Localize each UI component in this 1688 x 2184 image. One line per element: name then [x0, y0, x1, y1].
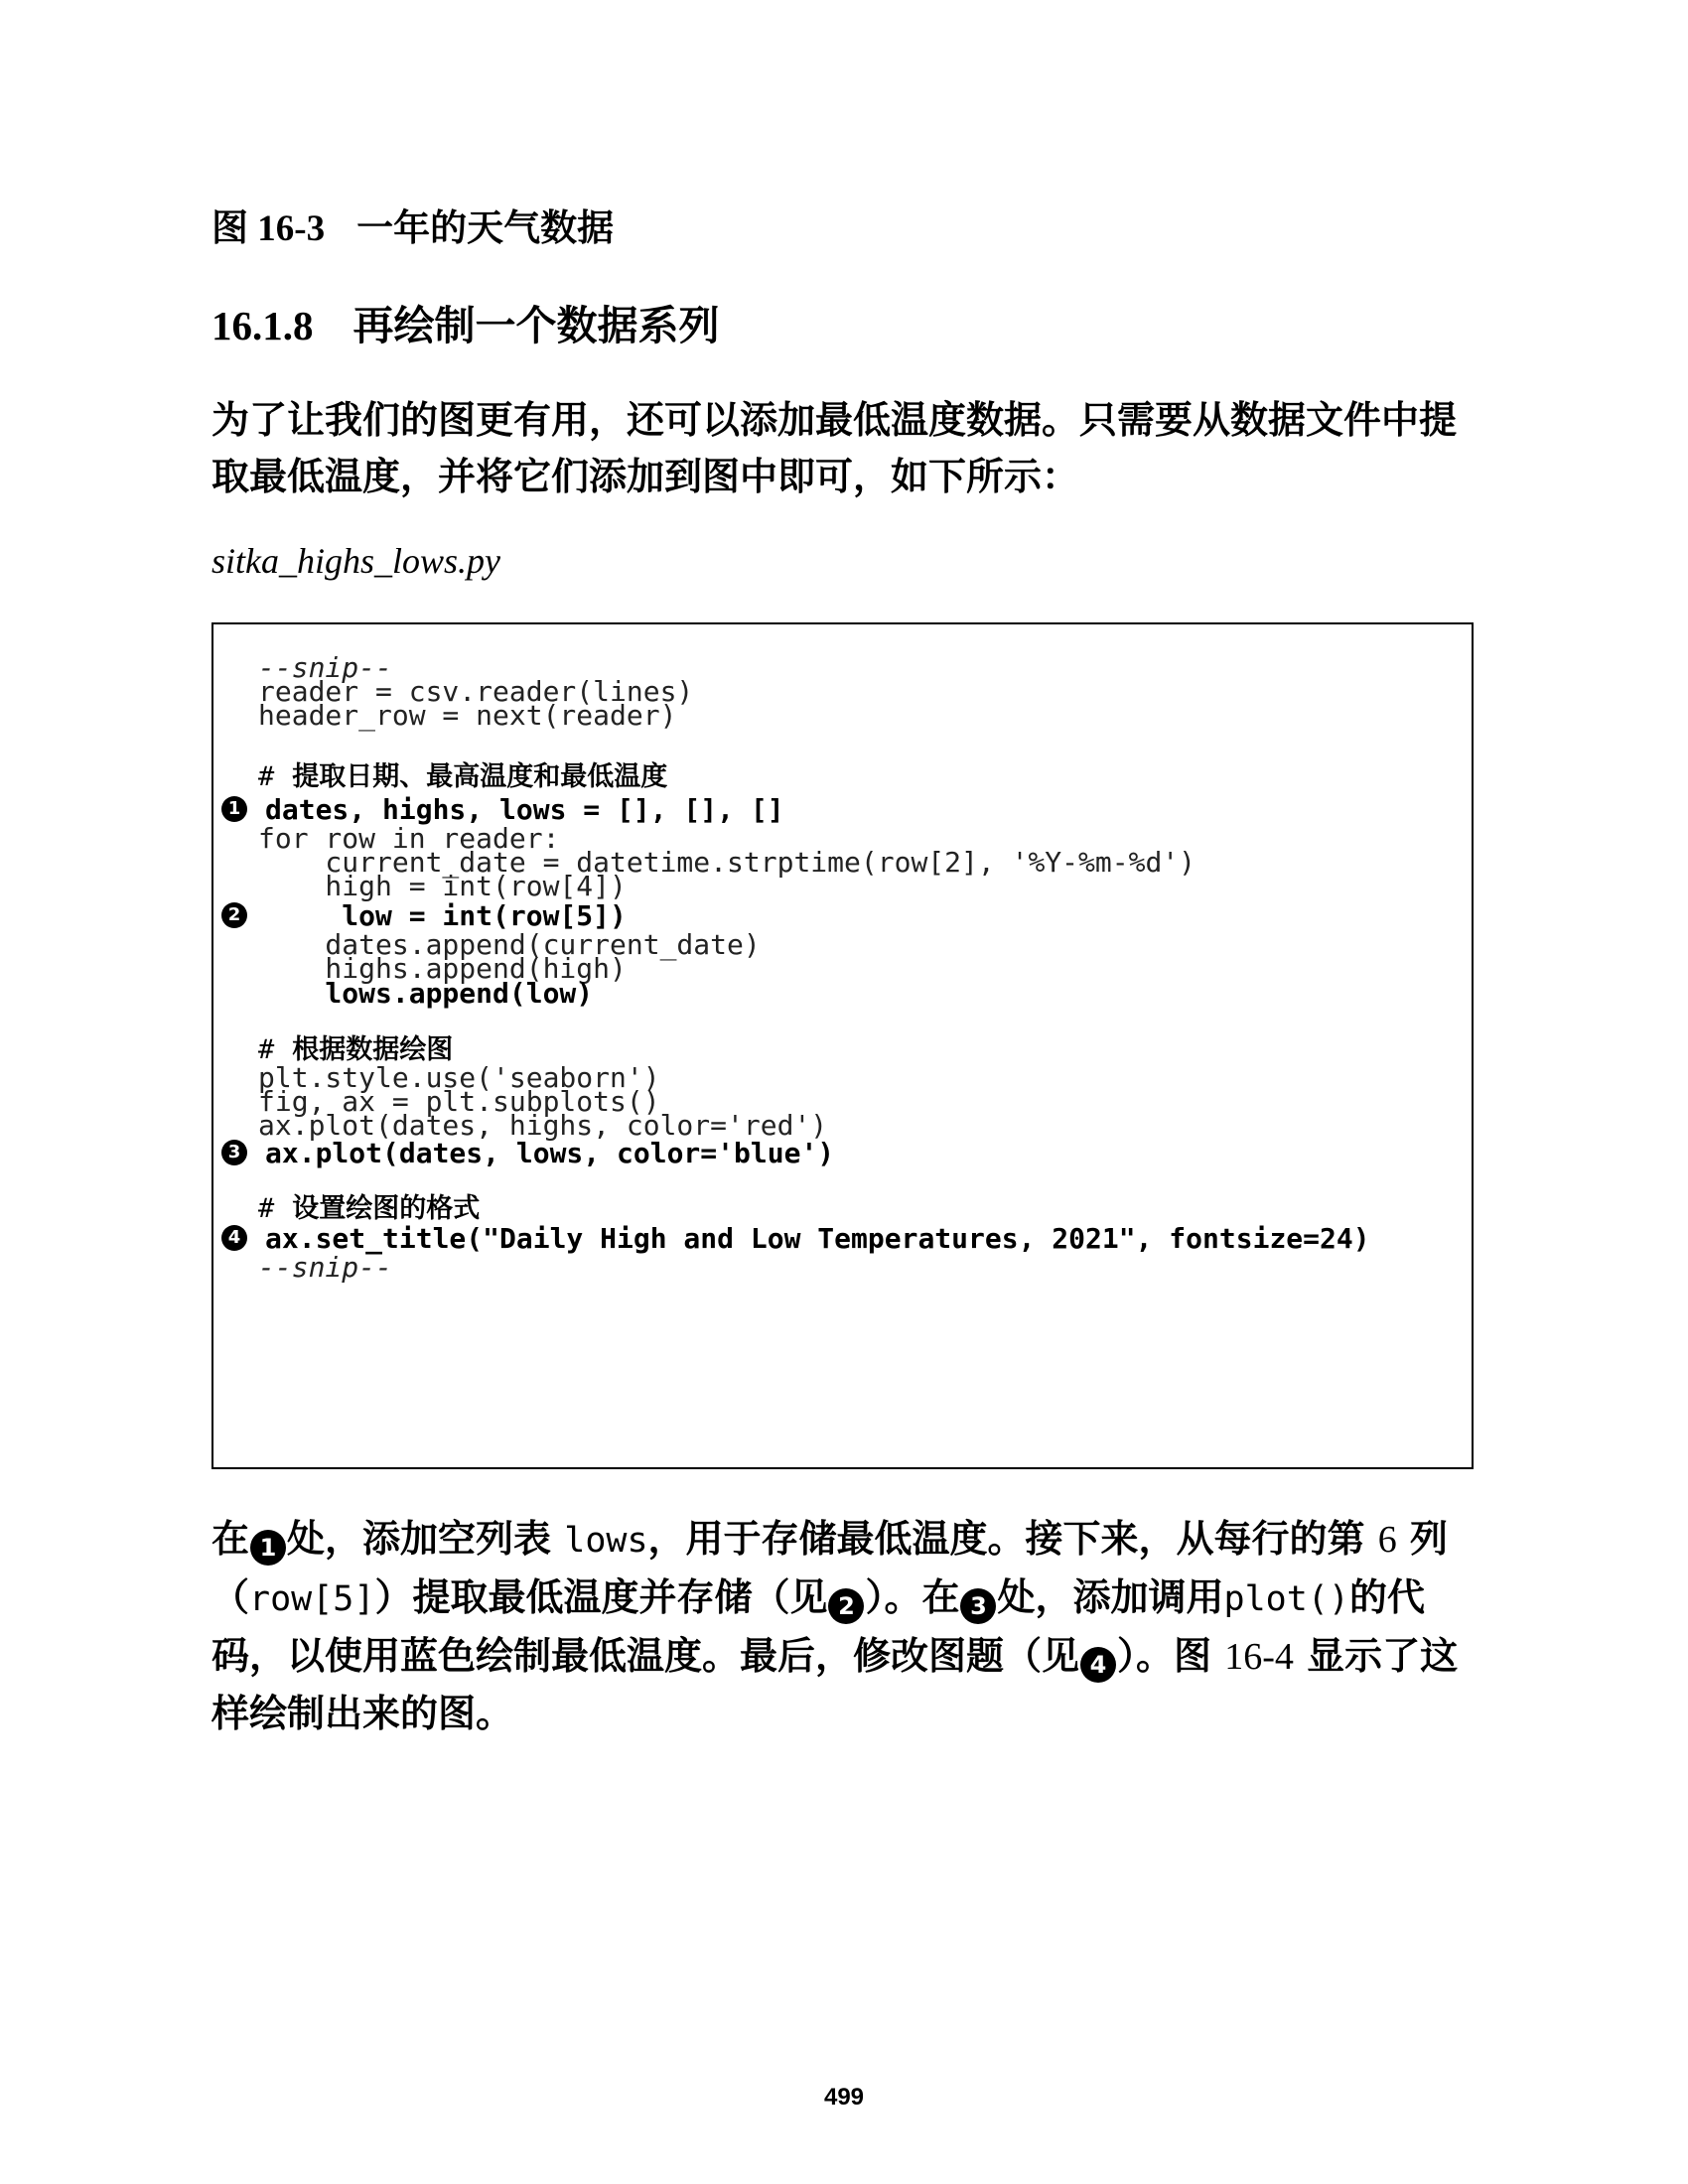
- figure-number: 图 16-3: [211, 208, 326, 249]
- figure-title: 一年的天气数据: [356, 206, 615, 249]
- code-line-dates-append: dates.append(current_date): [258, 928, 761, 961]
- inline-callout-1: 1: [250, 1530, 286, 1566]
- code-comment-format: [258, 1192, 480, 1225]
- body-paragraph: [211, 1511, 1492, 1742]
- body-text: 显示了这样绘制出来的图。: [211, 1634, 1459, 1735]
- section-heading: [211, 298, 720, 353]
- comment-format-text: 设置绘图的格式: [292, 1193, 481, 1224]
- code-line-plot-lows: ax.plot(dates, lows, color='blue'): [265, 1137, 835, 1169]
- column-number: 6: [1377, 1519, 1397, 1561]
- page-number: 499: [823, 2084, 865, 2111]
- code-line-header-row: header_row = next(reader): [258, 699, 677, 732]
- intro-paragraph: 为了让我们的图更有用，还可以添加最低温度数据。只需要从数据文件中提取最低温度，并将它们添加到图中即可，如下所示：: [211, 398, 1458, 498]
- body-text: ）。图: [1117, 1634, 1225, 1678]
- inline-code-plot: plot(): [1223, 1579, 1349, 1619]
- code-line-highs-append: highs.append(high): [258, 952, 627, 985]
- inline-callout-3: 3: [960, 1588, 996, 1624]
- code-line-current-date: current_date = datetime.strptime(row[2], '%Y-%m-%d'): [258, 846, 1196, 879]
- code-line-lists: dates, highs, lows = [], [], []: [265, 793, 784, 826]
- code-line-for: for row in reader:: [258, 822, 560, 855]
- comment-plot-text: 根据数据绘图: [292, 1034, 454, 1065]
- inline-callout-2: 2: [828, 1588, 864, 1624]
- body-text: ）。在: [865, 1575, 960, 1619]
- body-text: ，用于存储最低温度。接下来，从每行的第: [647, 1517, 1378, 1561]
- section-title: 再绘制一个数据系列: [352, 302, 720, 349]
- comment-hash: #: [258, 761, 275, 792]
- section-number: 16.1.8: [211, 303, 314, 348]
- body-text: ）提取最低温度并存储（见: [374, 1575, 828, 1619]
- body-text: 处，添加空列表: [287, 1517, 565, 1561]
- code-line-style: plt.style.use('seaborn'): [258, 1061, 660, 1094]
- body-text: 的代码，以使用蓝色绘制最低温度。最后，修改图题（见: [211, 1575, 1425, 1678]
- figure-reference: 16-4: [1224, 1636, 1294, 1678]
- comment-hash: #: [258, 1034, 275, 1065]
- inline-code-lows: lows: [564, 1521, 648, 1561]
- figure-caption: [211, 204, 614, 254]
- body-text: 在: [211, 1517, 250, 1561]
- code-filename: sitka_highs_lows.py: [211, 541, 501, 581]
- callout-marker-1: 1: [221, 796, 247, 822]
- callout-marker-4: 4: [221, 1225, 247, 1251]
- code-line-low: low = int(row[5]): [258, 899, 627, 932]
- callout-marker-2: 2: [221, 902, 247, 928]
- code-line-high: high = int(row[4]): [258, 870, 627, 902]
- body-text: 列（: [211, 1517, 1449, 1619]
- code-listing: [211, 622, 1474, 1469]
- code-line-subplots: fig, ax = plt.subplots(): [258, 1085, 660, 1118]
- comment-extract-text: 提取日期、最高温度和最低温度: [292, 761, 668, 792]
- inline-callout-4: 4: [1080, 1647, 1116, 1683]
- code-snip-start: --snip--: [258, 651, 392, 684]
- code-line-lows-append: lows.append(low): [258, 977, 594, 1010]
- code-line-reader: reader = csv.reader(lines): [258, 675, 694, 708]
- code-comment-extract: [258, 760, 667, 793]
- comment-hash: #: [258, 1193, 275, 1224]
- inline-code-row5: row[5]: [249, 1579, 375, 1619]
- code-snip-end: --snip--: [258, 1251, 392, 1284]
- code-line-set-title: ax.set_title("Daily High and Low Temperatures, 2021", fontsize=24): [265, 1222, 1370, 1255]
- code-line-plot-highs: ax.plot(dates, highs, color='red'): [258, 1109, 828, 1142]
- callout-marker-3: 3: [221, 1140, 247, 1165]
- body-text: 处，添加调用: [997, 1575, 1224, 1619]
